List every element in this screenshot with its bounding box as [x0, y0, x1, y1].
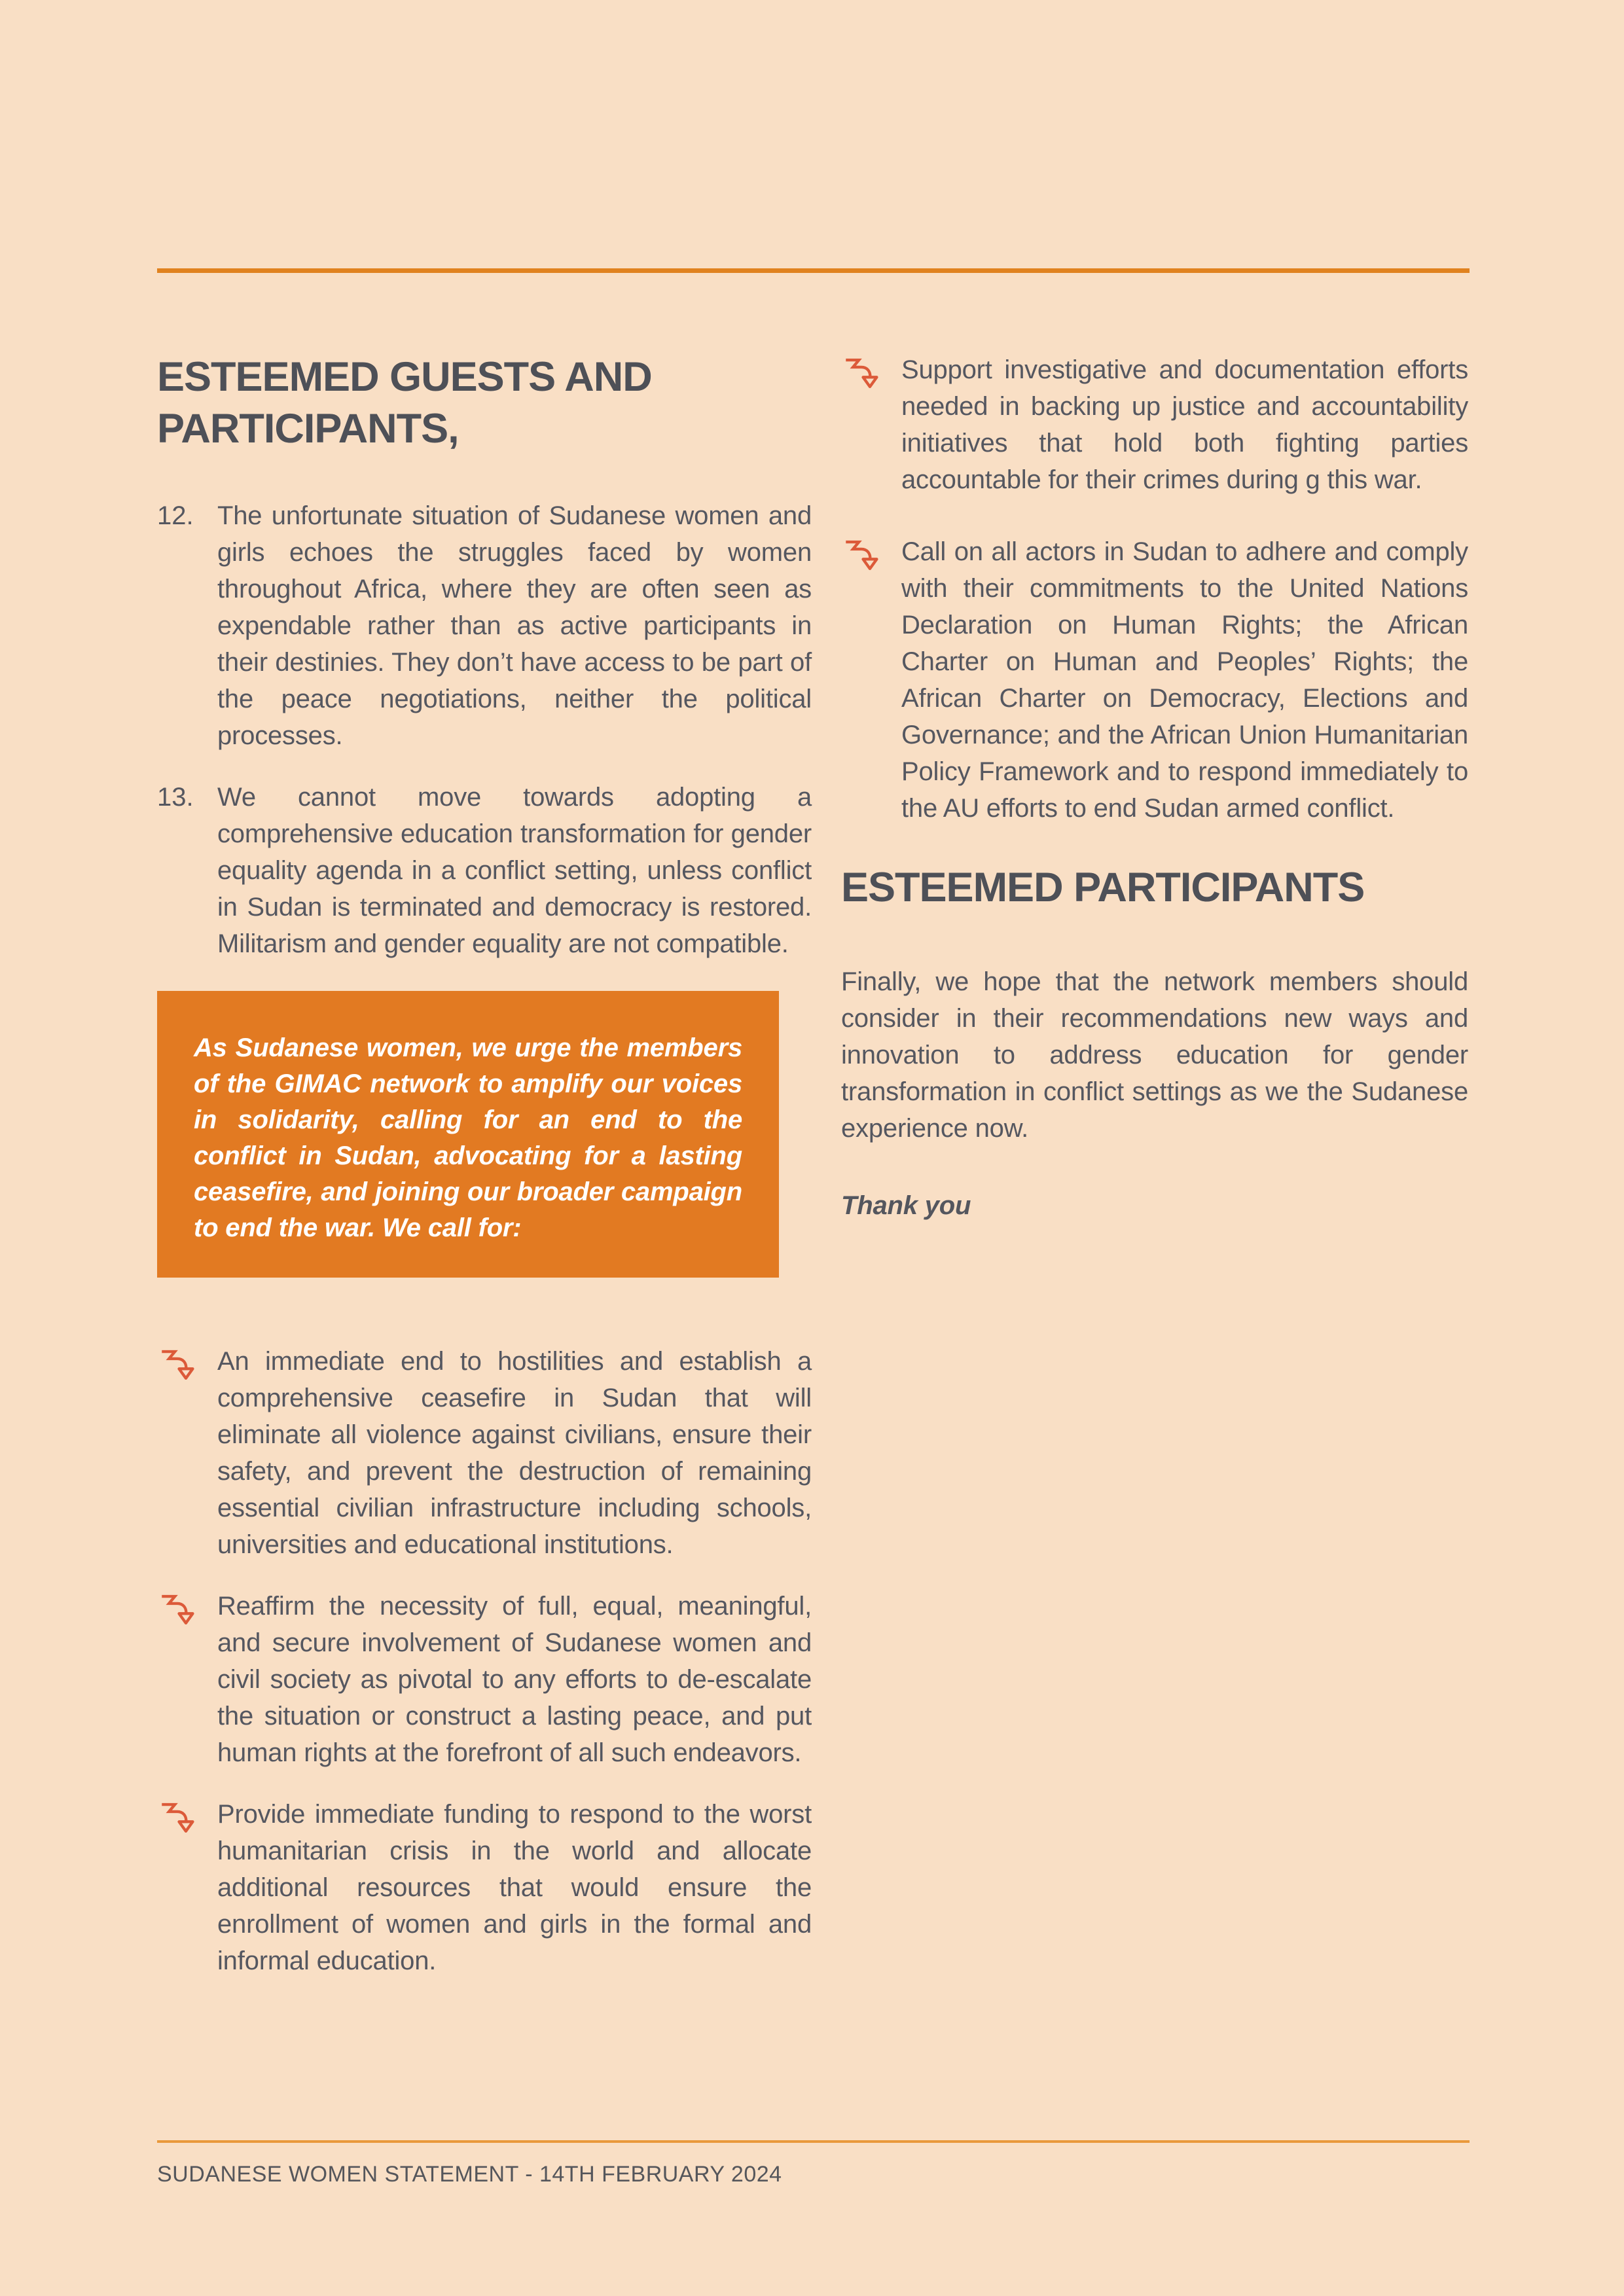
right-column [841, 351, 1468, 1224]
bullet-item [157, 1588, 812, 1771]
bullet-text: An immediate end to hostilities and establish a comprehensive ceasefire in Sudan that will eliminate all violence against civilians, ensure their safety, and prevent the destruction of remaining essential civilian infrastructure including schools, universities and educational institutions. [217, 1346, 812, 1559]
paragraph-number: 13. [157, 782, 194, 812]
closing-paragraph: Finally, we hope that the network members should consider in their recommendations new ways and innovation to address education for gender transformation in conflict settings as we the Sudanese experience now. [841, 967, 1468, 1143]
left-column [157, 351, 812, 2004]
thank-you-text: Thank you [841, 1191, 971, 1221]
section-title: ESTEEMED PARTICIPANTS [841, 865, 1365, 910]
bullet-item [841, 351, 1468, 498]
ribbon-arrow-down-icon [157, 1796, 217, 1979]
callout-text: As Sudanese women, we urge the members of the GIMAC network to amplify our voices in solidarity, calling for an end to the conflict in Sudan, advocating for a lasting ceasefire, and joining our broader campaign to end the war. We call for: [194, 1033, 742, 1242]
paragraph-text: The unfortunate situation of Sudanese women and girls echoes the struggles faced by women throughout Africa, where they are often seen as expendable rather than as active participants in their destinies. They don’t have access to be part of the peace negotiations, neither the political processes. [217, 501, 812, 750]
bullet-item [157, 1343, 812, 1563]
bullet-text: Call on all actors in Sudan to adhere and comply with their commitments to the United Nations Declaration on Human Rights; the African Charter on Human and Peoples’ Rights; the African Charter on Democracy, Elections and Governance; and the African Union Humanitarian Policy Framework and to respond immediately to the AU efforts to end Sudan armed conflict. [901, 537, 1468, 823]
ribbon-arrow-down-icon [157, 1343, 217, 1563]
page-footer: SUDANESE WOMEN STATEMENT - 14TH FEBRUARY 2024 [157, 2162, 782, 2187]
bullet-text: Support investigative and documentation efforts needed in backing up justice and accountability initiatives that hold both fighting parties accountable for their crimes during g this war. [901, 355, 1468, 494]
callout-box [157, 991, 779, 1278]
numbered-paragraph-13 [157, 779, 812, 962]
bullet-text: Reaffirm the necessity of full, equal, meaningful, and secure involvement of Sudanese women and civil society as pivotal to any efforts to de-escalate the situation or construct a lasting peace, and put human rights at the forefront of all such endeavors. [217, 1591, 812, 1767]
numbered-paragraph-12 [157, 497, 812, 754]
bullet-item [157, 1796, 812, 1979]
ribbon-arrow-down-icon [841, 351, 901, 498]
paragraph-number: 12. [157, 501, 194, 530]
bullet-text: Provide immediate funding to respond to the worst humanitarian crisis in the world and allocate additional resources that would ensure the enrollment of women and girls in the formal and informal education. [217, 1799, 812, 1975]
footer-divider [157, 2140, 1470, 2143]
top-divider [157, 268, 1470, 273]
paragraph-text: We cannot move towards adopting a comprehensive education transformation for gender equality agenda in a conflict setting, unless conflict in Sudan is terminated and democracy is restored. Militarism and gender equality are not compatible. [217, 782, 812, 958]
ribbon-arrow-down-icon [157, 1588, 217, 1771]
page-title: ESTEEMED GUESTS AND PARTICIPANTS, [157, 354, 652, 452]
ribbon-arrow-down-icon [841, 533, 901, 827]
bullet-item [841, 533, 1468, 827]
